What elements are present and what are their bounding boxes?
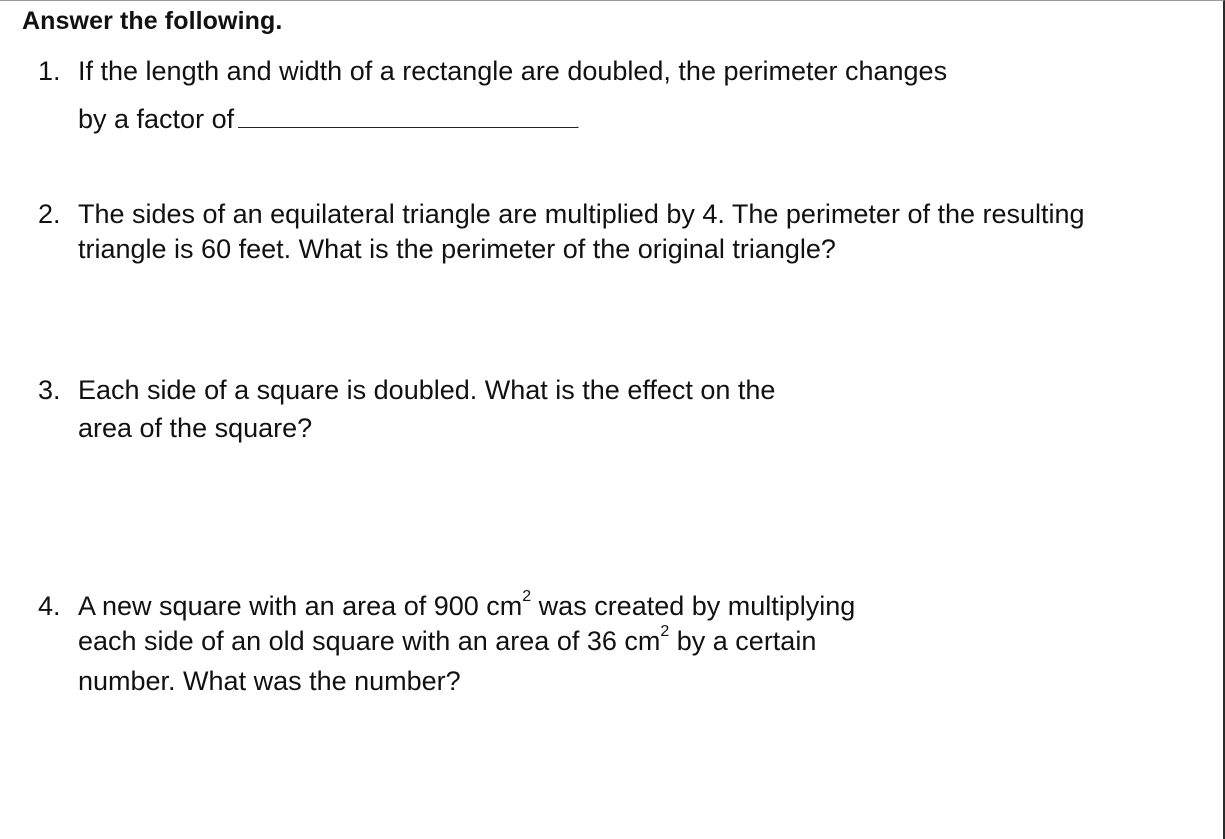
- question-number: 4.: [38, 591, 61, 621]
- question-text: A new square with an area of 900 cm: [78, 591, 523, 621]
- question-text: .: [576, 117, 580, 131]
- question-text-line: [78, 231, 836, 267]
- question-text: The sides of an equilateral triangle are multiplied by 4. The perimeter of the resulting: [78, 199, 1085, 229]
- question-text: by a certain: [669, 626, 817, 656]
- question-text-line: [78, 53, 947, 89]
- question-text: each side of an old square with an area of 36 cm: [78, 626, 661, 656]
- question-text: was created by multiplying: [531, 591, 856, 621]
- question-text-line: [78, 623, 816, 659]
- question-text: triangle is 60 feet. What is the perimeter of the original triangle?: [78, 234, 836, 264]
- question-number: 2.: [38, 199, 61, 229]
- question-text-line: [78, 196, 1085, 232]
- question-text-line: [78, 372, 775, 408]
- answer-blank[interactable]: [238, 101, 578, 128]
- question-text: area of the square?: [78, 413, 313, 443]
- question-text: Each side of a square is doubled. What is the effect on the: [78, 375, 776, 405]
- question-number: 1.: [38, 56, 61, 86]
- worksheet-heading: Answer the following.: [22, 7, 283, 35]
- question-text-line: [78, 410, 312, 446]
- question-text: If the length and width of a rectangle are doubled, the perimeter changes: [78, 56, 948, 86]
- question-text-line: [78, 663, 461, 699]
- superscript: 2: [522, 588, 532, 605]
- superscript: 2: [660, 623, 670, 640]
- question-text-line: [78, 101, 581, 142]
- question-text: number. What was the number?: [78, 666, 461, 696]
- question-text-line: [78, 588, 855, 624]
- question-text: by a factor of: [78, 104, 235, 134]
- question-number: 3.: [38, 375, 61, 405]
